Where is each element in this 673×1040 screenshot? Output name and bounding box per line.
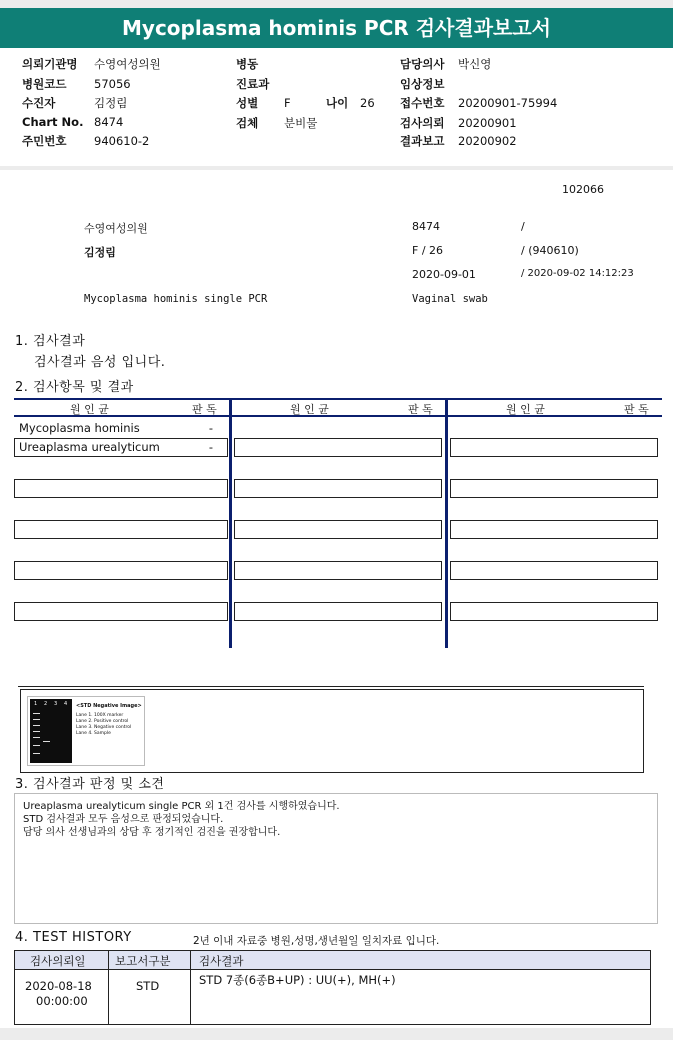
report-label: 결과보고 <box>400 134 445 148</box>
clinical-label: 임상정보 <box>400 77 445 91</box>
resident-label: 주민번호 <box>22 134 67 148</box>
report-patient: 김정림 <box>84 246 116 259</box>
age-value: 26 <box>360 96 375 110</box>
col-result-header: 판 독 <box>408 403 433 416</box>
table-row <box>14 419 228 438</box>
report-sex-age: F / 26 <box>412 244 444 257</box>
gel-image-box <box>20 689 644 773</box>
report-title: Mycoplasma hominis PCR 검사결과보고서 <box>0 8 673 48</box>
patient-info-panel <box>0 48 673 166</box>
table-header-border <box>14 415 662 417</box>
receipt-label: 접수번호 <box>400 96 445 110</box>
column-divider <box>190 951 191 1025</box>
results-table <box>14 398 662 648</box>
section2-heading: 2. 검사항목 및 결과 <box>15 380 134 395</box>
history-time: 00:00:00 <box>36 994 88 1008</box>
organism-name: Mycoplasma hominis <box>19 421 140 435</box>
doc-number: 102066 <box>562 183 604 196</box>
gel-image <box>27 696 145 766</box>
gel-legend <box>76 703 142 737</box>
column-divider <box>229 398 232 648</box>
col-result-header: 검사결과 <box>199 954 244 968</box>
chart-label: Chart No. <box>22 115 84 129</box>
lane-number: 3 <box>54 701 58 707</box>
gel-band <box>33 713 40 714</box>
column-divider <box>445 398 448 648</box>
history-header-row <box>15 951 650 970</box>
opinion-line: Ureaplasma urealyticum single PCR 외 1건 검사를 시행하였습니다. <box>23 801 340 812</box>
request-field <box>400 115 517 131</box>
age-label: 나이 <box>326 96 349 110</box>
table-row <box>450 520 658 539</box>
report-slash: / <box>521 220 525 233</box>
patient-label: 수진자 <box>22 96 56 110</box>
opinion-box <box>14 793 658 924</box>
gel-band <box>33 737 40 738</box>
table-row <box>14 479 228 498</box>
lane-number: 1 <box>34 701 38 707</box>
divider-line <box>18 686 644 687</box>
request-label: 검사의뢰 <box>400 116 445 130</box>
sex-label: 성별 <box>236 96 259 110</box>
clinical-field <box>400 76 444 92</box>
report-institution: 수영여성의원 <box>84 222 148 235</box>
lane-number: 4 <box>64 701 68 707</box>
gel-legend-item: Lane 4. Sample <box>76 731 111 736</box>
table-top-border <box>14 398 662 400</box>
history-note: 2년 이내 자료중 병원,성명,생년월일 일치자료 입니다. <box>193 935 440 947</box>
institution-value: 수영여성의원 <box>94 57 161 71</box>
ward-field <box>236 56 258 72</box>
table-row <box>14 438 228 457</box>
table-row <box>234 479 442 498</box>
section4-heading: 4. TEST HISTORY <box>15 930 132 945</box>
report-request-date: 2020-09-01 <box>412 268 476 281</box>
lane-number: 2 <box>44 701 48 707</box>
hospital-code-field <box>22 76 131 92</box>
gel-photo <box>30 699 72 763</box>
report-body <box>0 170 673 1028</box>
gel-band <box>33 745 40 746</box>
hospital-code-value: 57056 <box>94 77 131 91</box>
institution-label: 의뢰기관명 <box>22 57 78 71</box>
gel-title: <STD Negative Image> <box>76 703 142 709</box>
col-result-header: 판 독 <box>192 403 217 416</box>
opinion-line: 담당 의사 선생님과의 상담 후 정기적인 검진을 권장합니다. <box>23 827 281 838</box>
col-type-header: 보고서구분 <box>115 954 171 968</box>
table-row <box>14 561 228 580</box>
section1-text: 검사결과 음성 입니다. <box>34 355 166 370</box>
col-organism-header: 원 인 균 <box>70 403 109 416</box>
patient-field <box>22 95 127 111</box>
table-row <box>234 438 442 457</box>
gel-band <box>43 741 50 742</box>
gel-band <box>33 731 40 732</box>
section3-heading: 3. 검사결과 판정 및 소견 <box>15 777 165 792</box>
table-row <box>450 602 658 621</box>
doctor-label: 담당의사 <box>400 57 445 71</box>
table-row <box>450 561 658 580</box>
gel-band <box>33 753 40 754</box>
col-result-header: 판 독 <box>624 403 649 416</box>
resident-field <box>22 133 149 149</box>
table-row <box>234 520 442 539</box>
institution-field <box>22 56 161 72</box>
gel-legend-item: Lane 1. 100X marker <box>76 713 124 718</box>
column-divider <box>108 951 109 1025</box>
gel-legend-item: Lane 2. Positive control <box>76 719 129 724</box>
report-test-name: Mycoplasma hominis single PCR <box>84 293 268 305</box>
receipt-field <box>400 95 557 111</box>
hospital-code-label: 병원코드 <box>22 77 67 91</box>
table-row <box>450 479 658 498</box>
history-date: 2020-08-18 <box>25 979 92 993</box>
report-value: 20200902 <box>458 134 517 148</box>
table-row <box>14 602 228 621</box>
age-field <box>326 95 375 111</box>
report-specimen: Vaginal swab <box>412 293 488 305</box>
report-field <box>400 133 517 149</box>
ward-label: 병동 <box>236 57 259 71</box>
history-table <box>14 950 651 1025</box>
organism-result: - <box>208 421 213 435</box>
table-row <box>450 438 658 457</box>
patient-value: 김정림 <box>94 96 128 110</box>
specimen-label: 검체 <box>236 116 259 130</box>
resident-value: 940610-2 <box>94 134 150 148</box>
receipt-value: 20200901-75994 <box>458 96 558 110</box>
gel-band <box>33 725 40 726</box>
report-chart: 8474 <box>412 220 440 233</box>
specimen-value: 분비물 <box>284 116 318 130</box>
organism-name: Ureaplasma urealyticum <box>19 440 160 454</box>
sex-field <box>236 95 291 111</box>
chart-value: 8474 <box>94 115 124 129</box>
table-row <box>234 561 442 580</box>
doctor-value: 박신영 <box>458 57 492 71</box>
report-datetime: / 2020-09-02 14:12:23 <box>521 268 634 279</box>
col-date-header: 검사의뢰일 <box>30 954 86 968</box>
dept-field <box>236 76 269 92</box>
doctor-field <box>400 56 491 72</box>
table-row <box>234 602 442 621</box>
col-organism-header: 원 인 균 <box>290 403 329 416</box>
table-row <box>14 520 228 539</box>
gel-band <box>33 719 40 720</box>
sex-value: F <box>284 96 291 110</box>
dept-label: 진료과 <box>236 77 270 91</box>
request-value: 20200901 <box>458 116 517 130</box>
history-type: STD <box>136 979 160 993</box>
opinion-line: STD 검사결과 모두 음성으로 판정되었습니다. <box>23 814 224 825</box>
chart-field <box>22 115 123 129</box>
section1-heading: 1. 검사결과 <box>15 334 86 349</box>
report-birth: / (940610) <box>521 244 579 257</box>
specimen-field <box>236 115 317 131</box>
col-organism-header: 원 인 균 <box>506 403 545 416</box>
gel-legend-item: Lane 3. Negative control <box>76 725 132 730</box>
organism-result: - <box>208 440 213 454</box>
history-result: STD 7종(6종B+UP) : UU(+), MH(+) <box>199 973 396 987</box>
